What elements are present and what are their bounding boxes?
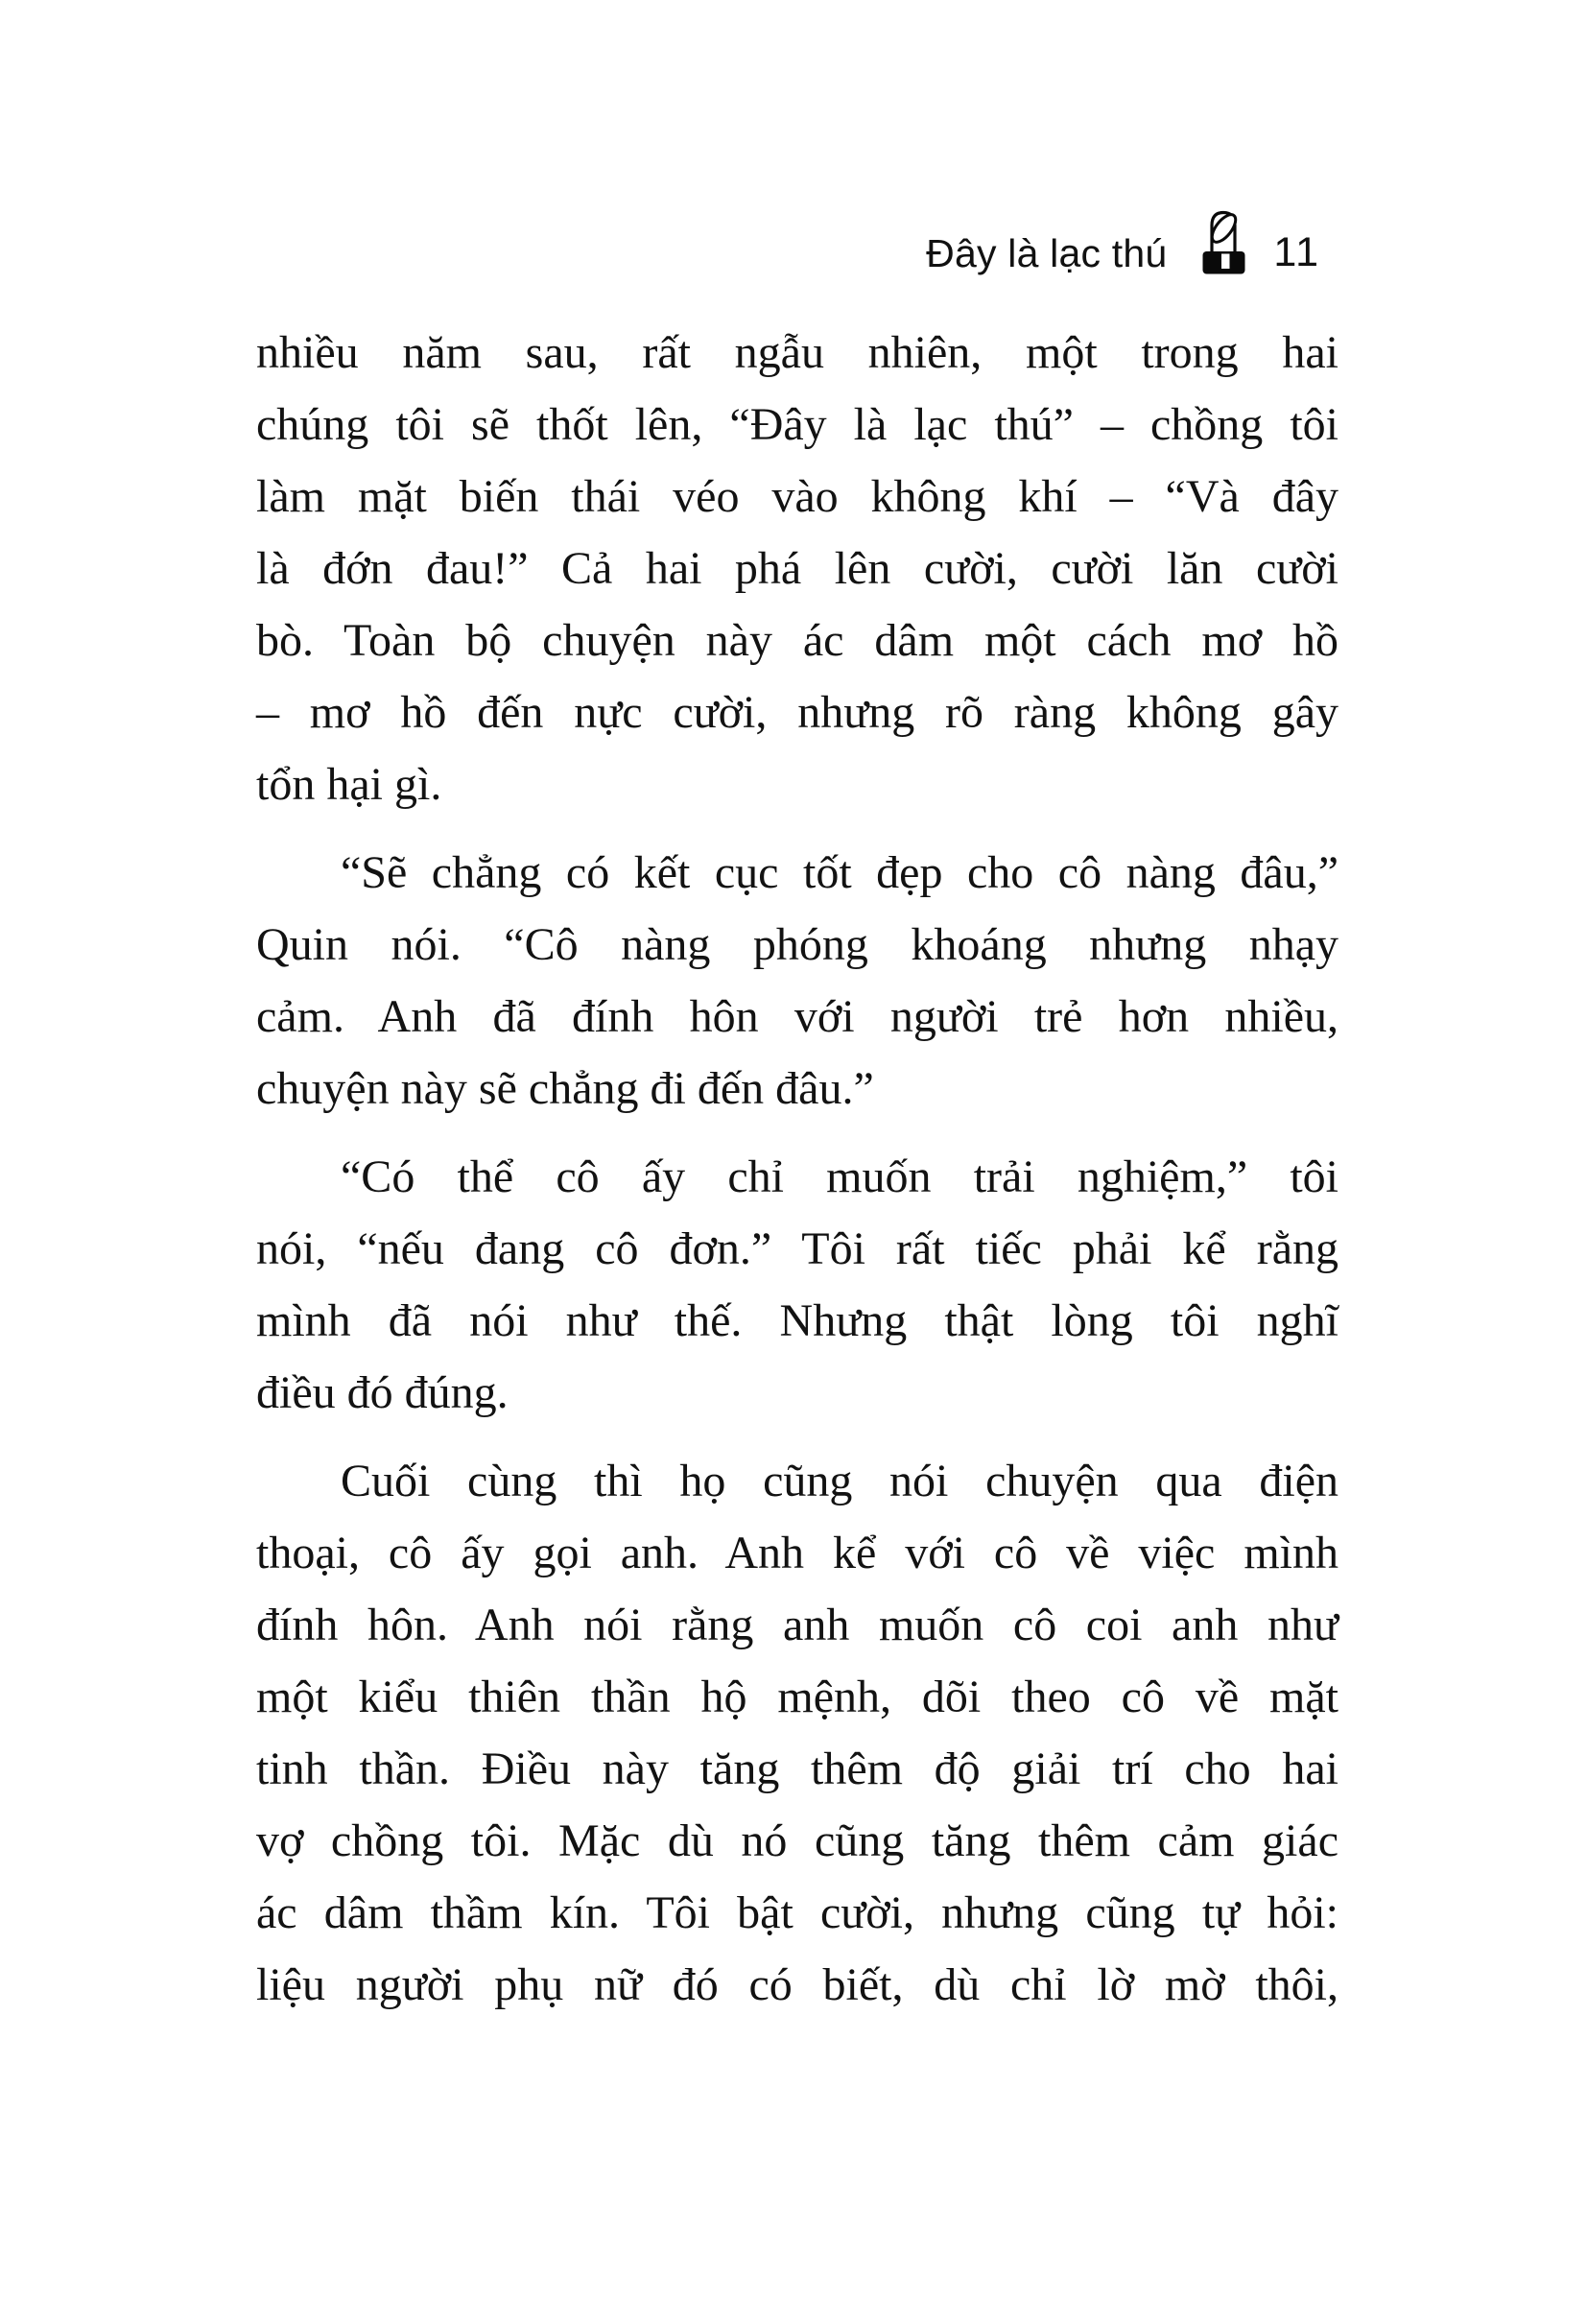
running-title: Đây là lạc thú	[926, 231, 1168, 275]
text-line: – mơ hồ đến nực cười, nhưng rõ ràng không gây	[256, 687, 1338, 738]
text-line: chúng tôi sẽ thốt lên, “Đây là lạc thú” – chồng tôi	[256, 399, 1338, 450]
paragraph	[256, 1141, 1338, 1429]
text-line: “Có thể cô ấy chỉ muốn trải nghiệm,” tôi	[341, 1151, 1338, 1202]
text-line: đính hôn. Anh nói rằng anh muốn cô coi anh như	[256, 1600, 1338, 1650]
running-header	[926, 209, 1320, 275]
text-line: Cuối cùng thì họ cũng nói chuyện qua điện	[341, 1456, 1338, 1506]
text-line: nói, “nếu đang cô đơn.” Tôi rất tiếc phải kể rằng	[256, 1223, 1338, 1274]
text-line: chuyện này sẽ chẳng đi đến đâu.”	[256, 1063, 874, 1114]
text-line: tinh thần. Điều này tăng thêm độ giải trí cho hai	[256, 1743, 1338, 1794]
text-line: mình đã nói như thế. Nhưng thật lòng tôi nghĩ	[256, 1295, 1338, 1346]
paragraph	[256, 317, 1338, 820]
text-line: Quin nói. “Cô nàng phóng khoáng nhưng nhạy	[256, 919, 1338, 970]
text-line: làm mặt biến thái véo vào không khí – “Và đây	[256, 471, 1338, 522]
text-line: vợ chồng tôi. Mặc dù nó cũng tăng thêm cảm giác	[256, 1815, 1338, 1866]
page-body	[256, 317, 1338, 2037]
text-line: “Sẽ chẳng có kết cục tốt đẹp cho cô nàng đâu,”	[341, 847, 1338, 898]
paragraph	[256, 1445, 1338, 2021]
paragraph	[256, 837, 1338, 1125]
text-line: tổn hại gì.	[256, 759, 442, 810]
text-line: liệu người phụ nữ đó có biết, dù chỉ lờ mờ thôi,	[256, 1959, 1338, 2010]
text-line: bò. Toàn bộ chuyện này ác dâm một cách mơ hồ	[256, 615, 1338, 666]
text-line: nhiều năm sau, rất ngẫu nhiên, một trong hai	[256, 327, 1338, 378]
text-line: thoại, cô ấy gọi anh. Anh kể với cô về việc mình	[256, 1528, 1338, 1578]
text-line: điều đó đúng.	[256, 1367, 509, 1418]
text-line: ác dâm thầm kín. Tôi bật cười, nhưng cũng tự hỏi:	[256, 1887, 1338, 1938]
text-line: một kiểu thiên thần hộ mệnh, dõi theo cô về mặt	[256, 1672, 1338, 1722]
page-number: 11	[1273, 229, 1320, 275]
text-line: cảm. Anh đã đính hôn với người trẻ hơn nhiều,	[256, 991, 1338, 1042]
text-line: là đớn đau!” Cả hai phá lên cười, cười lăn cười	[256, 543, 1338, 594]
lipstick-icon	[1201, 209, 1246, 275]
